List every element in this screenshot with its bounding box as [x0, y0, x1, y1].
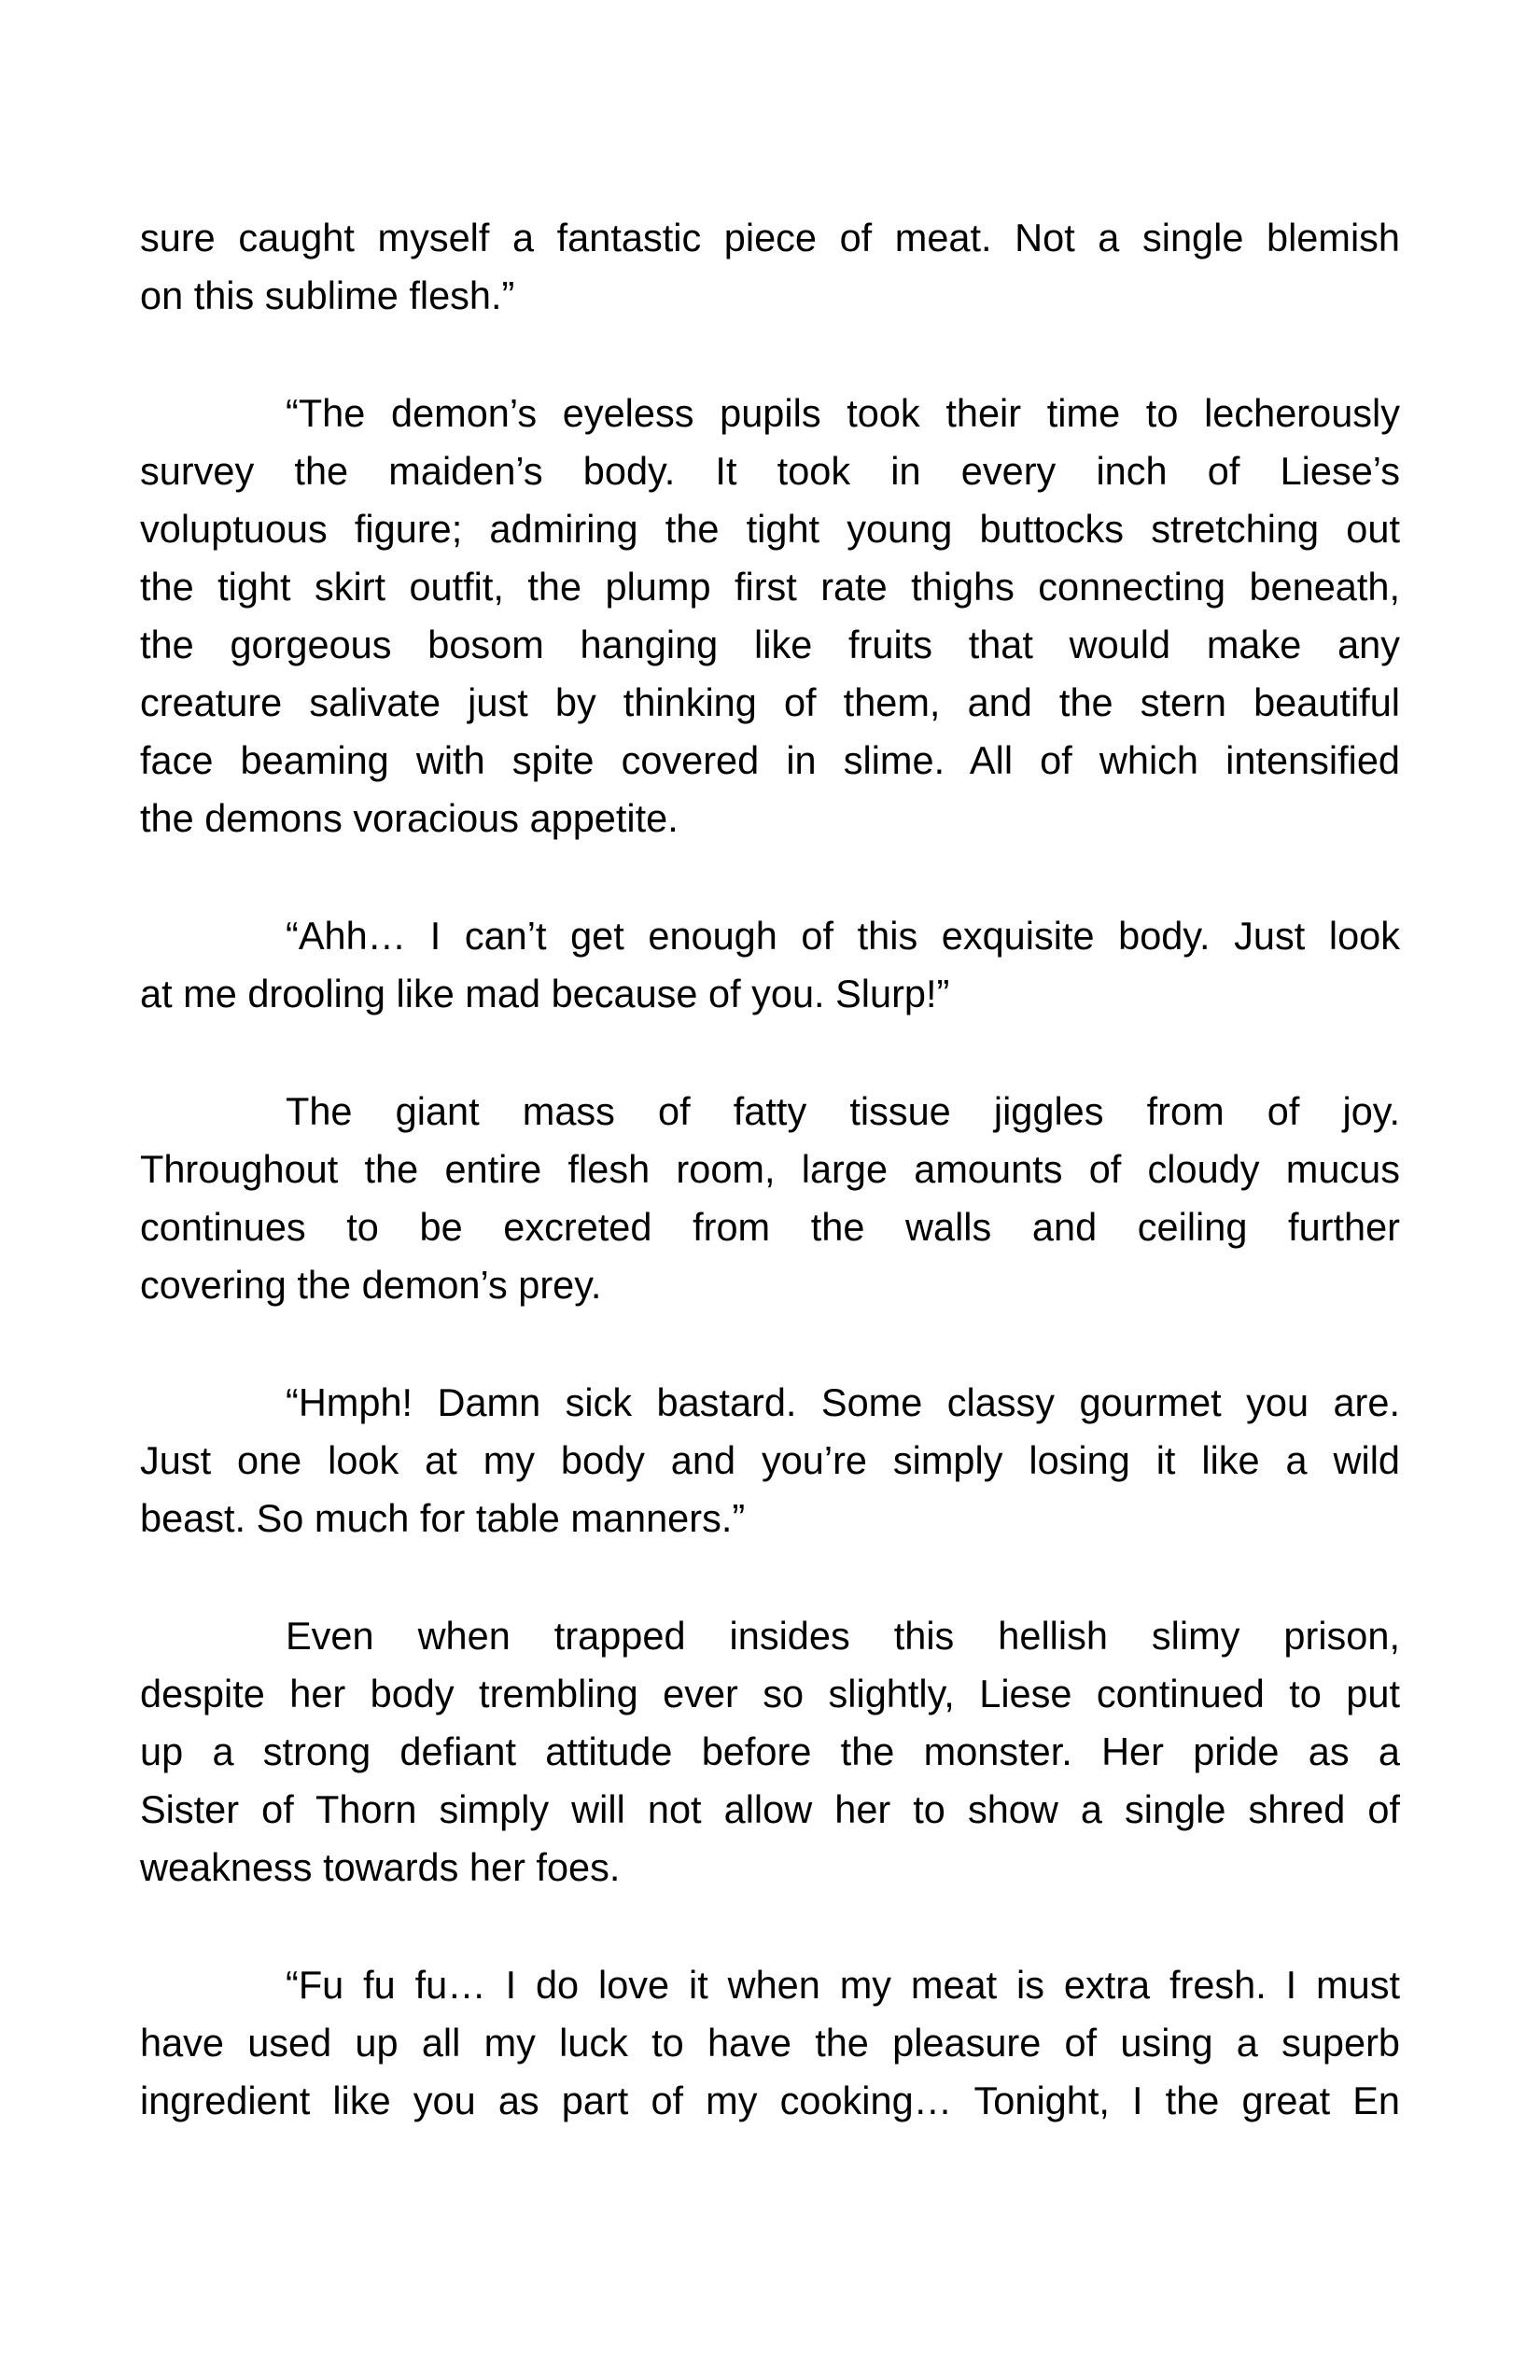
- text-line: “The demon’s eyeless pupils took their time to lecherously: [286, 391, 1400, 435]
- text-line: Just one look at my body and you’re simply losing it like a wild: [140, 1438, 1400, 1482]
- text-line: The giant mass of fatty tissue jiggles from of joy.: [286, 1089, 1400, 1133]
- text-line: despite her body trembling ever so slightly, Liese continued to put: [140, 1672, 1400, 1715]
- text-line: survey the maiden’s body. It took in every inch of Liese’s: [140, 449, 1400, 493]
- text-line: Even when trapped insides this hellish slimy prison,: [286, 1614, 1400, 1658]
- text-line: continues to be excreted from the walls and ceiling further: [140, 1205, 1400, 1249]
- text-line: Sister of Thorn simply will not allow her to show a single shred of: [140, 1787, 1400, 1831]
- text-line: Throughout the entire flesh room, large amounts of cloudy mucus: [140, 1147, 1400, 1191]
- text-line: “Fu fu fu… I do love it when my meat is extra fresh. I must: [286, 1963, 1400, 2007]
- text-line: up a strong defiant attitude before the monster. Her pride as a: [140, 1729, 1400, 1773]
- text-line: beast. So much for table manners.”: [140, 1496, 746, 1540]
- paragraph: [140, 1374, 1400, 1547]
- paragraph: [140, 1607, 1400, 1897]
- text-line: sure caught myself a fantastic piece of meat. Not a single blemish: [140, 216, 1400, 259]
- text-line: “Ahh… I can’t get enough of this exquisite body. Just look: [286, 914, 1400, 958]
- text-line: the gorgeous bosom hanging like fruits that would make any: [140, 623, 1400, 666]
- paragraph: [140, 1956, 1400, 2130]
- text-line: face beaming with spite covered in slime. All of which intensified: [140, 738, 1400, 782]
- text-line: on this sublime flesh.”: [140, 273, 515, 317]
- paragraph: [140, 385, 1400, 847]
- text-line: creature salivate just by thinking of them, and the stern beautiful: [140, 680, 1400, 724]
- text-line: the tight skirt outfit, the plump first rate thighs connecting beneath,: [140, 565, 1400, 609]
- text-line: covering the demon’s prey.: [140, 1263, 602, 1307]
- text-line: the demons voracious appetite.: [140, 796, 679, 840]
- text-line: at me drooling like mad because of you. Slurp!”: [140, 972, 950, 1015]
- text-column: [140, 209, 1400, 2130]
- text-line: ingredient like you as part of my cooking… Tonight, I the great En: [140, 2079, 1400, 2122]
- text-line: voluptuous figure; admiring the tight young buttocks stretching out: [140, 507, 1400, 551]
- paragraph: [140, 1083, 1400, 1314]
- paragraph: [140, 907, 1400, 1023]
- text-line: weakness towards her foes.: [140, 1845, 621, 1889]
- paragraph: [140, 209, 1400, 325]
- text-line: have used up all my luck to have the pleasure of using a superb: [140, 2021, 1400, 2065]
- text-line: “Hmph! Damn sick bastard. Some classy gourmet you are.: [286, 1380, 1400, 1424]
